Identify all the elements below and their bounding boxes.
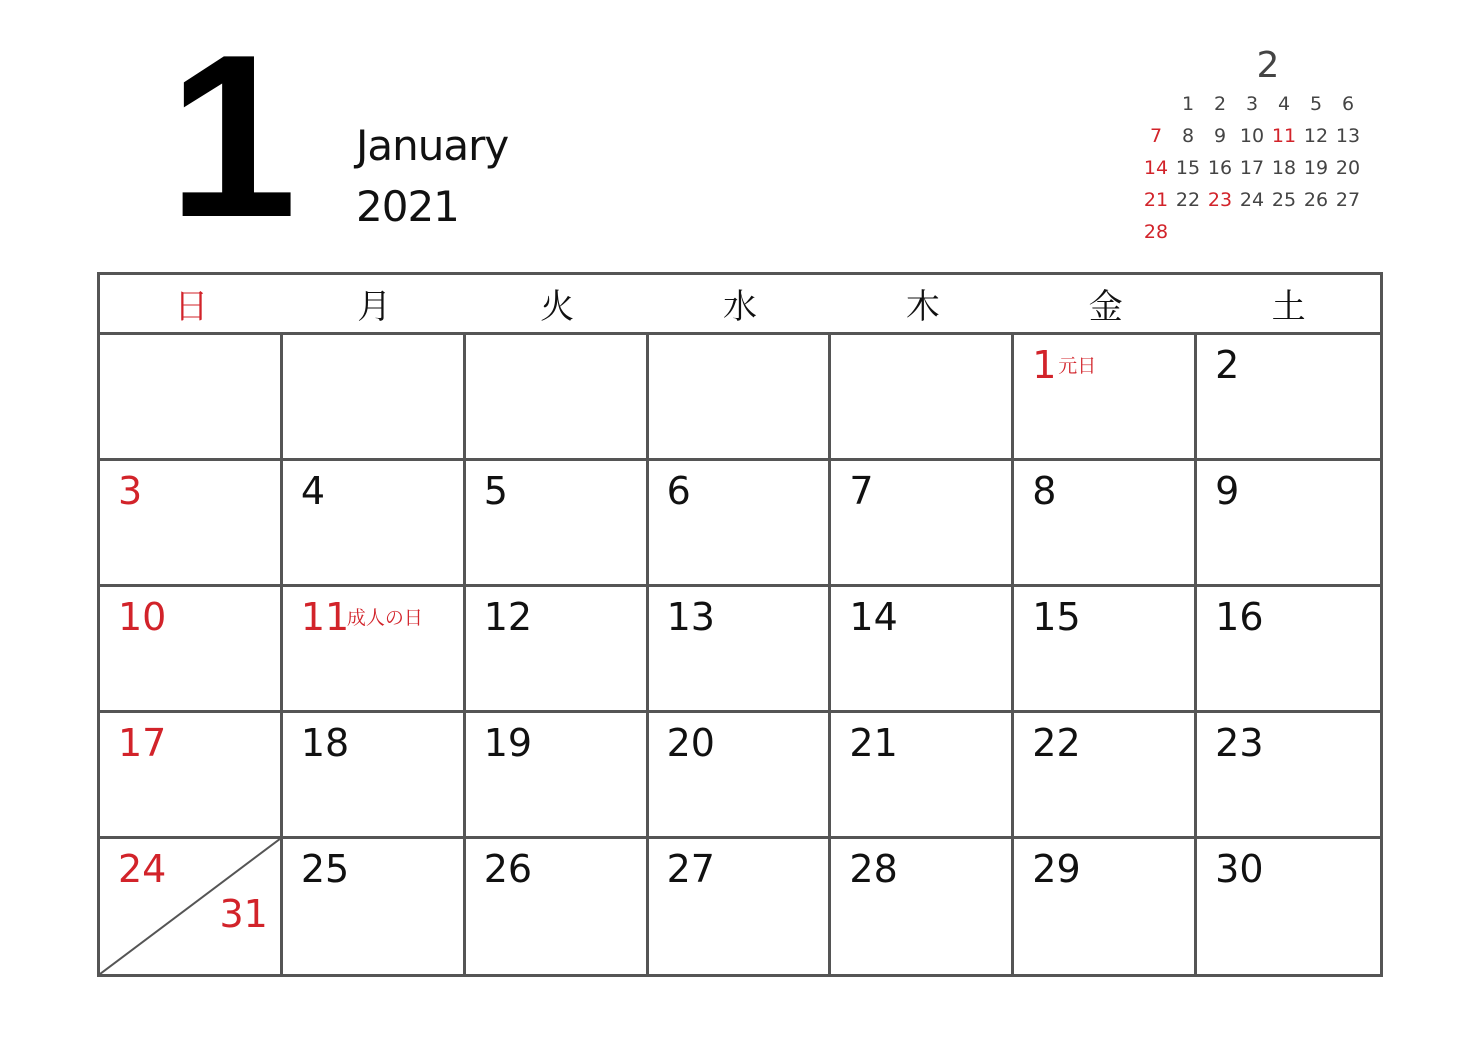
day-number: 15 <box>1032 595 1081 639</box>
day-number: 22 <box>1032 721 1081 765</box>
weekday-header: 金 <box>1088 287 1123 327</box>
day-cell[interactable] <box>283 839 466 974</box>
day-cell[interactable] <box>649 713 832 839</box>
mini-calendar-day: 15 <box>1175 157 1201 179</box>
mini-calendar-day: 24 <box>1239 189 1265 211</box>
mini-calendar-day: 25 <box>1271 189 1297 211</box>
day-cell[interactable] <box>1197 461 1380 587</box>
mini-calendar-day: 4 <box>1277 93 1291 115</box>
mini-calendar-day: 28 <box>1143 221 1169 243</box>
day-cell[interactable] <box>283 335 466 461</box>
day-number: 30 <box>1215 847 1264 891</box>
day-cell[interactable] <box>466 713 649 839</box>
mini-calendar-day: 27 <box>1335 189 1361 211</box>
calendar-days-grid <box>100 335 1380 974</box>
day-number: 21 <box>849 721 898 765</box>
mini-calendar-day: 21 <box>1143 189 1169 211</box>
day-number: 1 <box>1032 343 1057 387</box>
mini-calendar-day: 20 <box>1335 157 1361 179</box>
day-number: 20 <box>666 721 715 765</box>
day-cell[interactable] <box>466 461 649 587</box>
day-number: 19 <box>483 721 533 765</box>
day-cell[interactable] <box>649 335 832 461</box>
day-number: 17 <box>118 721 167 765</box>
day-cell[interactable] <box>466 839 649 974</box>
day-number: 7 <box>849 469 874 513</box>
day-cell[interactable] <box>649 461 832 587</box>
mini-calendar-day: 1 <box>1181 93 1195 115</box>
month-calendar <box>97 272 1383 977</box>
day-number: 16 <box>1215 595 1264 639</box>
mini-calendar-day: 18 <box>1271 157 1297 179</box>
day-number: 11 <box>300 595 350 639</box>
mini-calendar-day: 10 <box>1239 125 1265 147</box>
day-cell[interactable] <box>100 713 283 839</box>
weekday-header: 水 <box>722 287 757 327</box>
day-number: 12 <box>483 595 533 639</box>
mini-calendar-day: 14 <box>1143 157 1169 179</box>
day-cell[interactable] <box>1014 587 1197 713</box>
mini-calendar-day: 19 <box>1303 157 1329 179</box>
day-cell[interactable] <box>283 461 466 587</box>
day-cell[interactable] <box>1197 335 1380 461</box>
mini-calendar-day: 12 <box>1303 125 1329 147</box>
day-number-secondary: 31 <box>219 892 268 936</box>
day-number: 27 <box>666 847 715 891</box>
day-cell[interactable] <box>100 461 283 587</box>
mini-calendar-next-month <box>1140 44 1364 248</box>
day-number: 9 <box>1215 469 1240 513</box>
day-cell[interactable] <box>1197 587 1380 713</box>
day-number: 25 <box>300 847 350 891</box>
holiday-label: 元日 <box>1058 355 1097 377</box>
day-number: 29 <box>1032 847 1081 891</box>
mini-calendar-day: 3 <box>1245 93 1259 115</box>
mini-calendar-day: 22 <box>1175 189 1201 211</box>
weekday-header-row <box>100 275 1380 335</box>
day-cell[interactable] <box>283 587 466 713</box>
day-number: 26 <box>483 847 533 891</box>
day-cell[interactable] <box>283 713 466 839</box>
day-cell[interactable] <box>649 839 832 974</box>
mini-calendar-day: 9 <box>1213 125 1227 147</box>
day-number: 14 <box>849 595 898 639</box>
mini-calendar-month: 2 <box>1256 45 1280 86</box>
day-number: 6 <box>666 469 691 513</box>
month-name: January <box>356 121 509 170</box>
day-cell[interactable] <box>1197 713 1380 839</box>
year: 2021 <box>356 182 459 231</box>
mini-calendar-grid <box>1140 88 1364 248</box>
mini-calendar-day: 7 <box>1149 125 1163 147</box>
day-number: 4 <box>300 469 326 513</box>
day-number: 18 <box>300 721 350 765</box>
day-number: 5 <box>483 469 508 513</box>
day-cell[interactable] <box>1014 713 1197 839</box>
holiday-label: 成人の日 <box>346 607 423 629</box>
weekday-header: 土 <box>1271 287 1306 327</box>
day-number: 13 <box>666 595 715 639</box>
mini-calendar-day: 23 <box>1207 189 1233 211</box>
day-cell[interactable] <box>831 713 1014 839</box>
day-cell[interactable] <box>100 587 283 713</box>
day-cell[interactable] <box>1014 839 1197 974</box>
day-cell[interactable] <box>831 587 1014 713</box>
mini-calendar-day: 2 <box>1213 93 1227 115</box>
day-number: 10 <box>118 595 167 639</box>
day-number: 23 <box>1215 721 1264 765</box>
day-cell[interactable] <box>831 461 1014 587</box>
mini-calendar-day: 5 <box>1309 93 1323 115</box>
day-cell[interactable] <box>466 335 649 461</box>
day-number: 24 <box>118 847 167 891</box>
weekday-header: 月 <box>357 287 392 327</box>
day-number: 8 <box>1032 469 1057 513</box>
mini-calendar-day: 11 <box>1271 125 1297 147</box>
day-cell[interactable] <box>649 587 832 713</box>
mini-calendar-day: 8 <box>1181 125 1195 147</box>
mini-calendar-day: 26 <box>1303 189 1329 211</box>
mini-calendar-day <box>1140 88 1172 120</box>
mini-calendar-day: 6 <box>1341 93 1355 115</box>
weekday-header: 火 <box>540 287 575 327</box>
day-number: 3 <box>118 469 143 513</box>
day-cell[interactable] <box>1014 461 1197 587</box>
day-cell[interactable] <box>466 587 649 713</box>
day-cell[interactable] <box>1197 839 1380 974</box>
day-cell[interactable] <box>1014 335 1197 461</box>
month-number: 1 <box>168 7 292 266</box>
day-cell[interactable] <box>831 839 1014 974</box>
day-cell[interactable] <box>100 335 283 461</box>
weekday-header: 日 <box>174 287 209 327</box>
day-number: 2 <box>1215 343 1240 387</box>
mini-calendar-day: 16 <box>1207 157 1233 179</box>
mini-calendar-day: 17 <box>1239 157 1265 179</box>
weekday-header: 木 <box>905 287 940 327</box>
day-cell[interactable] <box>831 335 1014 461</box>
mini-calendar-day: 13 <box>1335 125 1361 147</box>
day-cell[interactable] <box>100 839 283 974</box>
day-number: 28 <box>849 847 898 891</box>
